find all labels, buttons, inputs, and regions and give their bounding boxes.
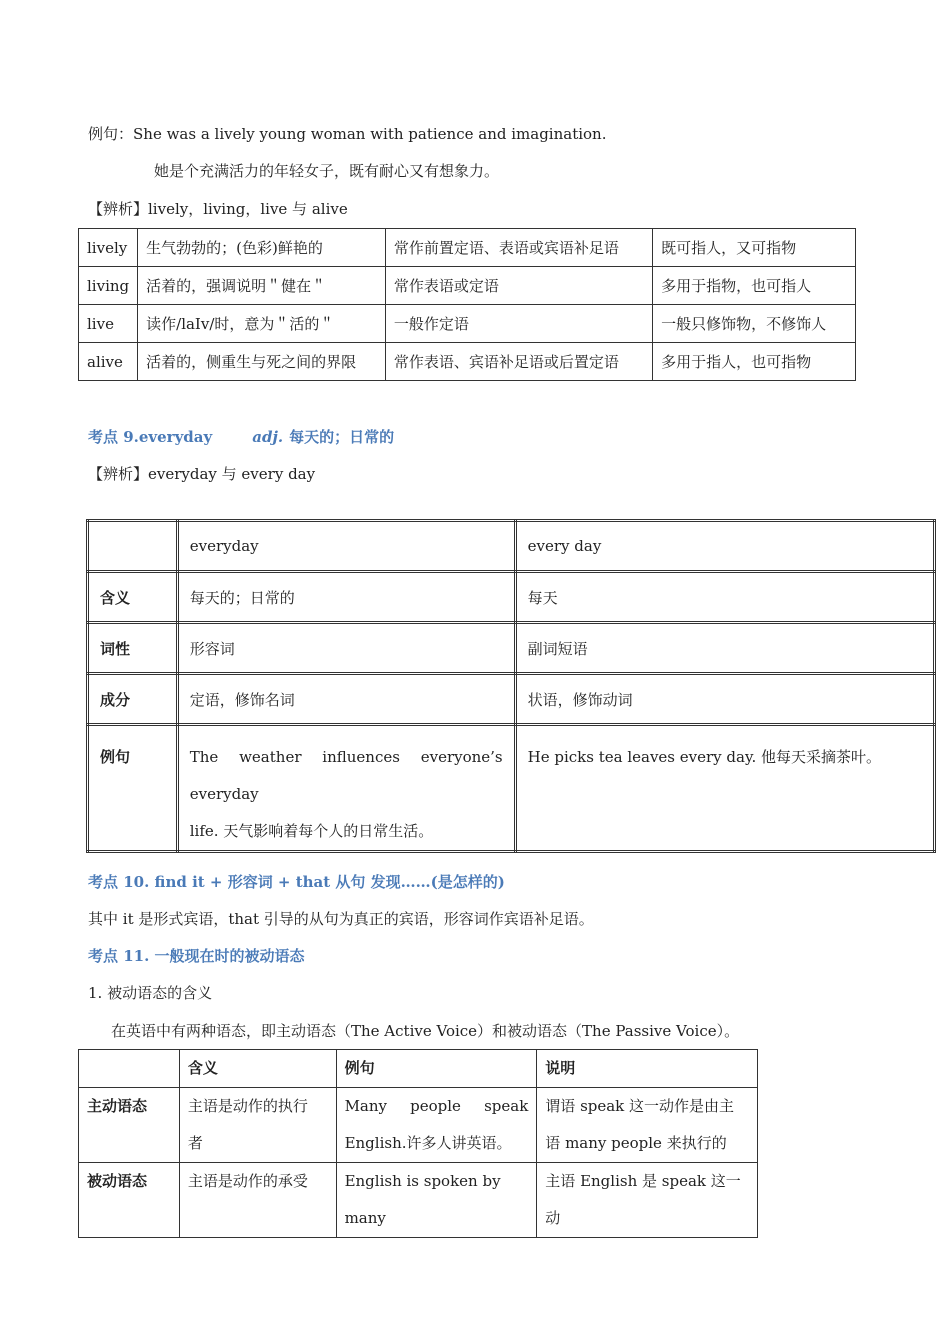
row-label: 主动语态 [79,1088,180,1163]
cell-line: Many people speak [344,1097,529,1115]
point-10-note: 其中 it 是形式宾语，that 引导的从句为真正的宾语，形容词作宾语补足语。 [88,910,594,928]
table-cell: 一般作定语 [385,305,652,343]
example-sentence: She was a lively young woman with patience and imagination. [133,125,607,143]
point-10-heading: 考点 10. find it + 形容词 + that 从句 发现……(是怎样的) [88,873,505,891]
table-cell: 活着的，侧重生与死之间的界限 [138,343,386,381]
table-row [88,572,935,623]
table-row [79,229,856,267]
table-cell: 生气勃勃的；(色彩)鲜艳的 [138,229,386,267]
table-cell: 多用于指物，也可指人 [653,267,856,305]
point-9-meaning: 每天的；日常的 [289,428,395,446]
table-cell: 定语，修饰名词 [177,674,515,725]
table-header-row [88,521,935,572]
table-cell [179,1088,336,1163]
analysis-title-1: 【辨析】lively，living，live 与 alive [88,200,348,218]
table-cell [177,725,515,852]
table-row [79,343,856,381]
row-label: 词性 [88,623,178,674]
table-cell: 一般只修饰物，不修饰人 [653,305,856,343]
table-cell: 每天的；日常的 [177,572,515,623]
cell-line: English.许多人讲英语。 [344,1134,512,1152]
lively-living-live-alive-table [78,228,856,381]
cell-line: 主语是动作的执行 [187,1097,308,1115]
example-translation: 她是个充满活力的年轻女子，既有耐心又有想象力。 [154,162,500,180]
point-9-adj: adj. [252,428,284,446]
table-cell: 副词短语 [515,623,934,674]
row-label: 例句 [88,725,178,852]
section-1-title: 1. 被动语态的含义 [88,984,213,1002]
table-cell: 每天 [515,572,934,623]
table-cell: living [79,267,138,305]
table-row [79,1163,758,1238]
table-row [88,674,935,725]
table-cell: 读作/laIv/时，意为＂活的＂ [138,305,386,343]
voice-intro: 在英语中有两种语态，即主动语态（The Active Voice）和被动语态（The Passive Voice）。 [111,1022,740,1040]
table-cell: 说明 [537,1050,758,1088]
everyday-comparison-table [86,519,936,853]
example-text-line: life. 天气影响着每个人的日常生活。 [189,822,434,840]
point-9-heading [88,427,394,447]
table-cell: 常作表语或定语 [385,267,652,305]
table-row [79,1088,758,1163]
example-text-line: The weather influences everyone’s everyday [189,748,503,803]
table-cell: He picks tea leaves every day. 他每天采摘茶叶。 [515,725,934,852]
table-cell: 形容词 [177,623,515,674]
row-label: 含义 [88,572,178,623]
example-label: 例句： [88,125,134,143]
table-cell: alive [79,343,138,381]
example-line [88,124,606,144]
cell-line: 谓语 speak 这一动作是由主 [545,1097,735,1115]
table-cell: lively [79,229,138,267]
table-cell: 主语是动作的承受 [179,1163,336,1238]
table-cell: 状语，修饰动词 [515,674,934,725]
table-cell: 多用于指人，也可指物 [653,343,856,381]
table-cell: live [79,305,138,343]
table-row [79,305,856,343]
table-cell [79,1050,180,1088]
table-cell [336,1088,537,1163]
voice-table [78,1049,758,1238]
table-cell: 主语 English 是 speak 这一动 [537,1163,758,1238]
analysis-title-2: 【辨析】everyday 与 every day [88,465,316,483]
table-cell [88,521,178,572]
table-cell: every day [515,521,934,572]
table-cell: 常作前置定语、表语或宾语补足语 [385,229,652,267]
table-row [88,725,935,852]
table-cell: everyday [177,521,515,572]
point-9-title: 考点 9.everyday [88,428,213,446]
table-cell: 常作表语、宾语补足语或后置定语 [385,343,652,381]
table-header-row [79,1050,758,1088]
table-cell [537,1088,758,1163]
cell-line: 语 many people 来执行的 [545,1134,727,1152]
row-label: 被动语态 [79,1163,180,1238]
table-cell: 活着的，强调说明＂健在＂ [138,267,386,305]
row-label: 成分 [88,674,178,725]
table-cell: 例句 [336,1050,537,1088]
table-cell: 含义 [179,1050,336,1088]
table-row [88,623,935,674]
table-cell: English is spoken by many [336,1163,537,1238]
point-11-heading: 考点 11. 一般现在时的被动语态 [88,947,305,965]
cell-line: 者 [187,1134,203,1152]
table-cell: 既可指人，又可指物 [653,229,856,267]
table-row [79,267,856,305]
